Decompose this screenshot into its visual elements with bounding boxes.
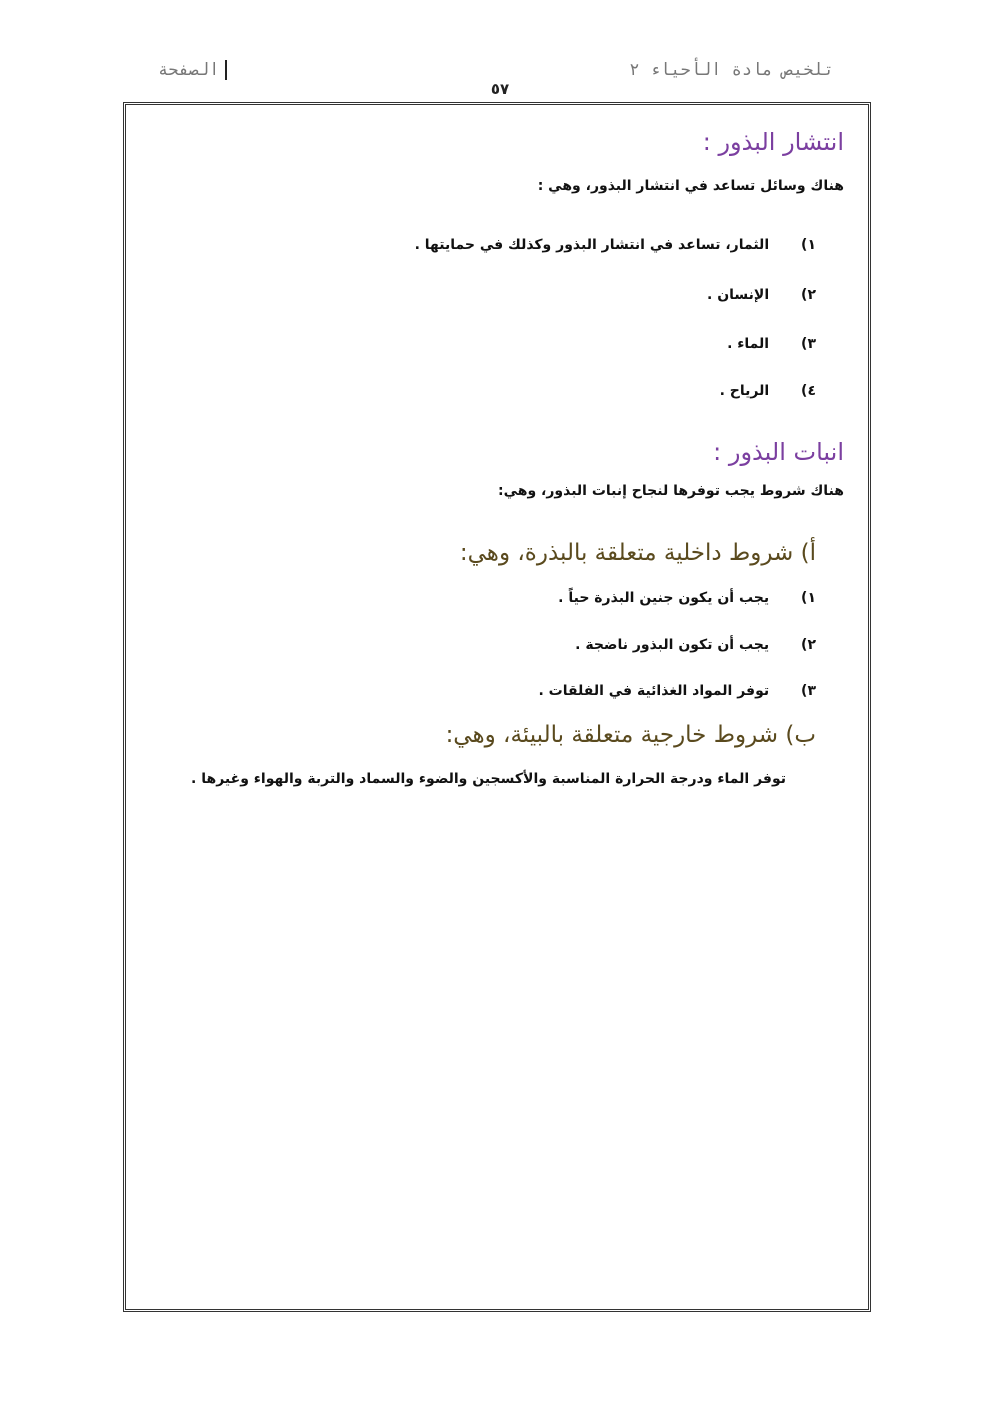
- list-text: الإنسان .: [707, 287, 770, 303]
- list-item: [558, 590, 816, 606]
- list-number: ٢): [801, 287, 816, 303]
- list-text: الماء .: [727, 336, 770, 352]
- book-title: تلخيص مادة الأحياء ٢: [629, 60, 834, 80]
- seed-dispersal-intro: هناك وسائل تساعد في انتشار البذور، وهي :: [537, 178, 844, 194]
- list-text: يجب أن يكون جنين البذرة حياً .: [558, 590, 770, 606]
- list-number: ٢): [801, 637, 816, 653]
- list-number: ١): [801, 590, 816, 606]
- list-item: [707, 287, 816, 303]
- header-separator: [225, 60, 227, 80]
- list-item: [727, 336, 816, 352]
- germination-title: انبات البذور :: [713, 438, 844, 466]
- list-text: الثمار، تساعد في انتشار البذور وكذلك في حمايتها .: [414, 237, 770, 253]
- list-text: توفر المواد الغذائية في الفلقات .: [538, 683, 770, 699]
- page-header-left: [158, 60, 227, 80]
- list-item: [538, 683, 816, 699]
- list-number: ٣): [801, 336, 816, 352]
- external-conditions-text: توفر الماء ودرجة الحرارة المناسبة والأكسجين والضوء والسماد والتربة والهواء وغيرها .: [191, 771, 786, 787]
- internal-conditions-heading: أ) شروط داخلية متعلقة بالبذرة، وهي:: [459, 540, 816, 566]
- list-item: [575, 637, 816, 653]
- list-text: الرياح .: [719, 383, 770, 399]
- list-number: ٣): [801, 683, 816, 699]
- list-text: يجب أن تكون البذور ناضجة .: [575, 637, 770, 653]
- list-item: [720, 383, 816, 399]
- seed-dispersal-title: انتشار البذور :: [702, 128, 844, 156]
- list-item: [415, 237, 816, 253]
- list-number: ٤): [801, 383, 816, 399]
- page-label: الصفحة: [158, 60, 220, 80]
- germination-intro: هناك شروط يجب توفرها لنجاح إنبات البذور، وهي:: [497, 483, 844, 499]
- page-frame: [123, 102, 871, 1312]
- list-number: ١): [801, 237, 816, 253]
- page-number: ٥٧: [490, 80, 510, 98]
- external-conditions-heading: ب) شروط خارجية متعلقة بالبيئة، وهي:: [445, 722, 816, 748]
